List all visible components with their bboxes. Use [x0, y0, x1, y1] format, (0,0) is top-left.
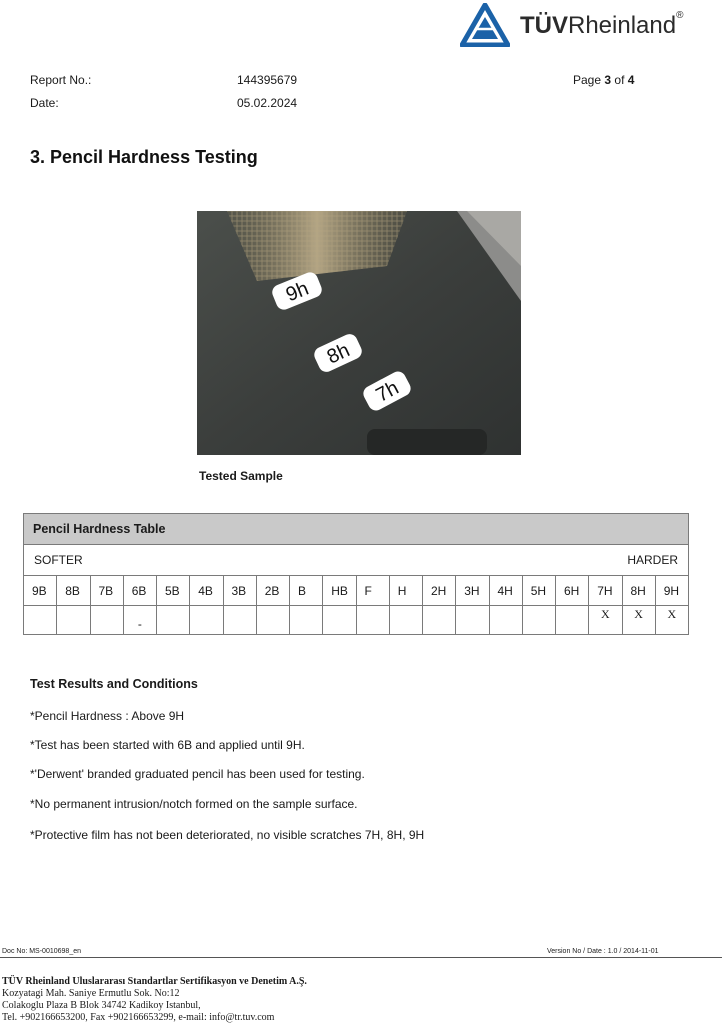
grade-cell: 6B [123, 576, 156, 606]
grade-cell: 6H [556, 576, 589, 606]
grade-cell: B [290, 576, 323, 606]
grade-cell: 4B [190, 576, 223, 606]
result-cell [57, 606, 90, 635]
result-cell [290, 606, 323, 635]
result-cell [256, 606, 289, 635]
result-cell [157, 606, 190, 635]
grade-cell: HB [323, 576, 356, 606]
result-line: *No permanent intrusion/notch formed on the sample surface. [30, 797, 358, 811]
result-cell [24, 606, 57, 635]
address-line-2: Colakoglu Plaza B Blok 34742 Kadikoy Istanbul, [2, 1000, 201, 1011]
grade-cell: 3H [456, 576, 489, 606]
result-line: *'Derwent' branded graduated pencil has been used for testing. [30, 767, 365, 781]
grade-cell: 4H [489, 576, 522, 606]
result-cell [323, 606, 356, 635]
result-cell [522, 606, 555, 635]
svg-text:7h: 7h [372, 376, 403, 407]
svg-text:8h: 8h [323, 339, 354, 369]
version-info: Version No / Date : 1.0 / 2014-11-01 [547, 948, 659, 955]
address-line-1: Kozyatagi Mah. Saniye Ermutlu Sok. No:12 [2, 988, 180, 999]
harder-label: HARDER [627, 553, 678, 567]
doc-number: Doc No: MS-0010698_en [2, 948, 81, 955]
result-cell [90, 606, 123, 635]
grade-cell: 8B [57, 576, 90, 606]
date-label: Date: [30, 96, 59, 110]
footer-divider [0, 957, 722, 958]
softer-label: SOFTER [34, 553, 83, 567]
grade-cell: 2B [256, 576, 289, 606]
grade-cell: 3B [223, 576, 256, 606]
grade-cell: F [356, 576, 389, 606]
result-cell-8h: X [622, 606, 655, 635]
page-indicator: Page 3 of 4 [573, 73, 635, 87]
grade-cell: 2H [423, 576, 456, 606]
table-title: Pencil Hardness Table [24, 514, 689, 545]
company-name: TÜV Rheinland Uluslararası Standartlar Sertifikasyon ve Denetim A.Ş. [2, 976, 307, 987]
result-cell [423, 606, 456, 635]
svg-text:9h: 9h [282, 277, 312, 307]
pencil-hardness-table [23, 513, 689, 635]
result-cell-6b: - [123, 606, 156, 635]
grade-cell: 9H [655, 576, 688, 606]
grade-cell: 8H [622, 576, 655, 606]
contact-line: Tel. +902166653200, Fax +902166653299, e-mail: info@tr.tuv.com [2, 1012, 275, 1023]
results-title: Test Results and Conditions [30, 677, 198, 691]
result-cell [190, 606, 223, 635]
result-cell [389, 606, 422, 635]
report-no-label: Report No.: [30, 73, 92, 87]
result-cell [223, 606, 256, 635]
result-cell-9h: X [655, 606, 688, 635]
result-line: *Test has been started with 6B and applied until 9H. [30, 738, 305, 752]
grade-cell: 5H [522, 576, 555, 606]
grade-cell: 5B [157, 576, 190, 606]
grade-cell: H [389, 576, 422, 606]
tested-sample-photo [197, 211, 521, 455]
grade-cell: 7B [90, 576, 123, 606]
grade-row [24, 576, 689, 606]
photo-caption: Tested Sample [199, 469, 283, 483]
result-cell-7h: X [589, 606, 622, 635]
grade-cell: 7H [589, 576, 622, 606]
logo-wordmark: TÜVRheinland® [520, 10, 684, 39]
result-cell [456, 606, 489, 635]
result-row [24, 606, 689, 635]
tuv-rheinland-logo [460, 2, 722, 48]
triangle-logo-icon [460, 3, 510, 47]
result-cell [489, 606, 522, 635]
result-cell [356, 606, 389, 635]
scale-row [24, 545, 689, 576]
grade-cell: 9B [24, 576, 57, 606]
result-line: *Pencil Hardness : Above 9H [30, 709, 185, 723]
date-value: 05.02.2024 [237, 96, 298, 110]
result-cell [556, 606, 589, 635]
result-line: *Protective film has not been deteriorated, no visible scratches 7H, 8H, 9H [30, 828, 425, 842]
report-no-value: 144395679 [237, 73, 298, 87]
section-title: 3. Pencil Hardness Testing [30, 147, 258, 167]
